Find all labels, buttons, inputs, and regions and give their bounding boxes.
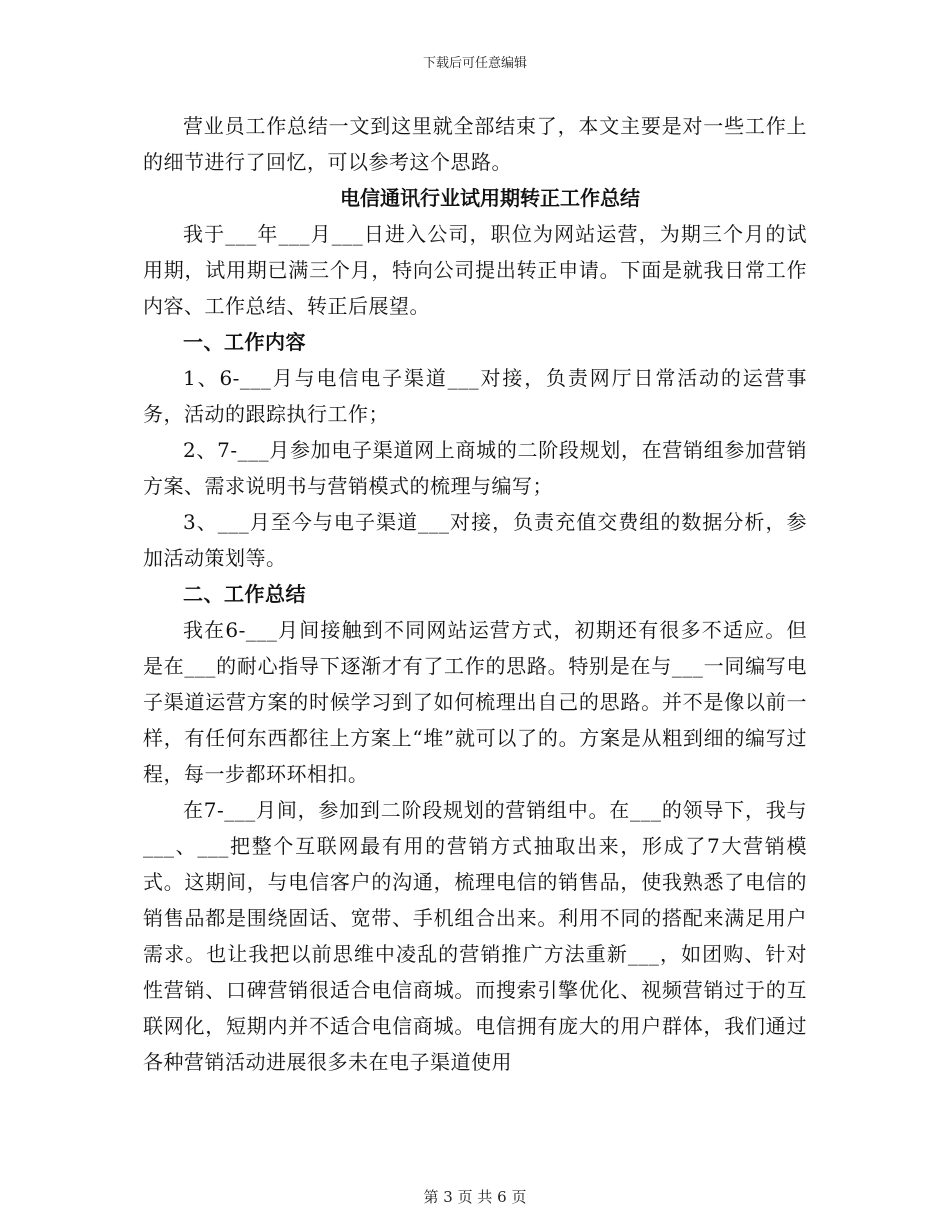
- document-body: [143, 108, 807, 1080]
- page-header: 下载后可任意编辑: [422, 56, 527, 71]
- opening-paragraph: 我于___年___月___日进入公司，职位为网站运营，为期三个月的试用期，试用期已满三个月，特向公司提出转正申请。下面是就我日常工作内容、工作总结、转正后展望。: [143, 222, 807, 318]
- page-footer: 第 3 页 共 6 页: [423, 1188, 527, 1206]
- summary-paragraph-1: 我在6-___月间接触到不同网站运营方式，初期还有很多不适应。但是在___的耐心指导下逐渐才有了工作的思路。特别是在与___一同编写电子渠道运营方案的时候学习到了如何梳理出自己的思路。并不是像以前一样，有任何东西都往上方案上“堆”就可以了的。方案是从粗到细的编写过程，每一步都环环相扣。: [143, 618, 807, 786]
- section-heading-work-content: 一、工作内容: [183, 330, 306, 354]
- intro-paragraph: 营业员工作总结一文到这里就全部结束了，本文主要是对一些工作上的细节进行了回忆，可以参考这个思路。: [143, 114, 807, 174]
- work-item-2: 2、7-___月参加电子渠道网上商城的二阶段规划，在营销组参加营销方案、需求说明书与营销模式的梳理与编写；: [143, 438, 807, 498]
- work-item-3: 3、___月至今与电子渠道___对接，负责充值交费组的数据分析，参加活动策划等。: [143, 510, 807, 570]
- summary-paragraph-2: 在7-___月间，参加到二阶段规划的营销组中。在___的领导下，我与___、___把整个互联网最有用的营销方式抽取出来，形成了7大营销模式。这期间，与电信客户的沟通，梳理电信的销售品，使我熟悉了电信的销售品都是围绕固话、宽带、手机组合出来。利用不同的搭配来满足用户需求。也让我把以前思维中凌乱的营销推广方法重新___，如团购、针对性营销、口碑营销很适合电信商城。而搜索引擎优化、视频营销过于的互联网化，短期内并不适合电信商城。电信拥有庞大的用户群体，我们通过各种营销活动进展很多未在电子渠道使用: [143, 798, 807, 1074]
- work-item-1: 1、6-___月与电信电子渠道___对接，负责网厅日常活动的运营事务，活动的跟踪执行工作；: [143, 366, 807, 426]
- document-title: 电信通讯行业试用期转正工作总结: [340, 186, 640, 210]
- section-heading-work-summary: 二、工作总结: [183, 582, 306, 606]
